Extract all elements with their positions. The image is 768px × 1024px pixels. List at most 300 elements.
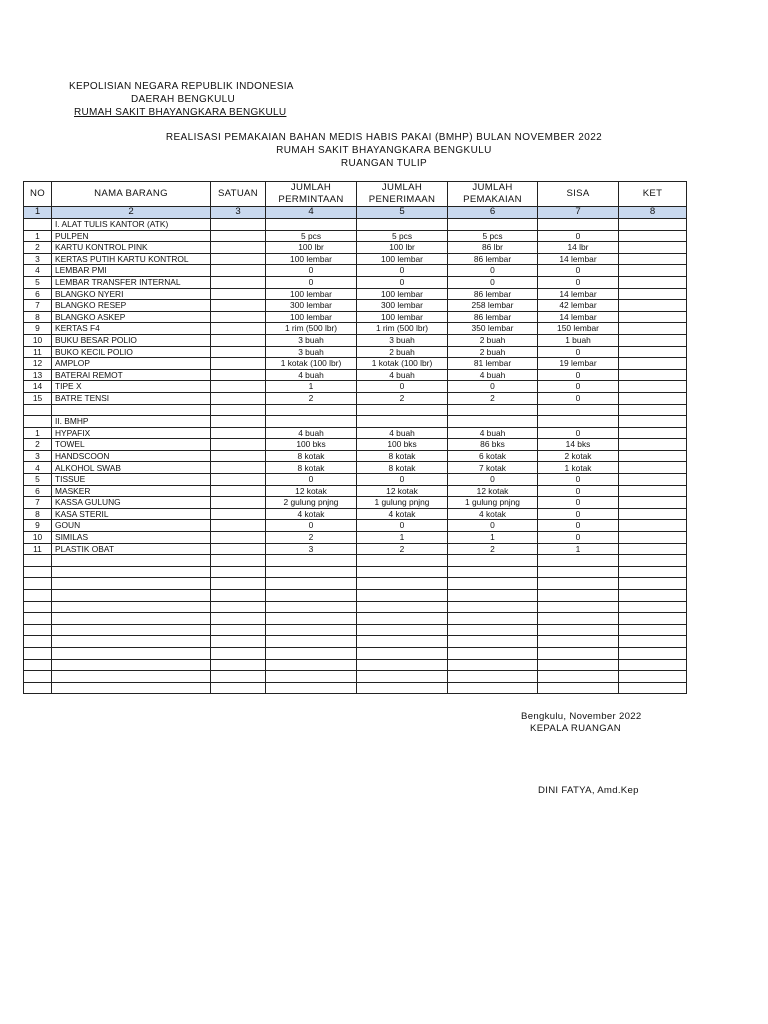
cell-nama-barang: BUKU BESAR POLIO — [52, 334, 211, 346]
cell-jumlah-penerimaan: 2 — [357, 543, 448, 555]
cell-sisa: 1 buah — [538, 334, 619, 346]
col-header-pemakaian — [448, 182, 538, 207]
cell-nama-barang: BATRE TENSI — [52, 392, 211, 404]
col-header-permintaan-line2: PERMINTAAN — [278, 194, 344, 205]
cell-ket — [619, 485, 687, 497]
cell-ket — [619, 276, 687, 288]
cell-sisa: 14 lbr — [538, 242, 619, 254]
column-number: 1 — [24, 207, 52, 219]
org-line-2: DAERAH BENGKULU — [131, 94, 235, 105]
cell-sisa: 19 lembar — [538, 358, 619, 370]
report-title: REALISASI PEMAKAIAN BAHAN MEDIS HABIS PAKAI (BMHP) BULAN NOVEMBER 2022 — [165, 132, 603, 143]
cell-ket — [619, 624, 687, 636]
cell-jumlah-permintaan: 0 — [266, 276, 357, 288]
cell-jumlah-permintaan — [266, 578, 357, 590]
cell-no: 8 — [24, 508, 52, 520]
cell-jumlah-penerimaan: 8 kotak — [357, 462, 448, 474]
table-row — [24, 265, 687, 277]
cell-no: 5 — [24, 474, 52, 486]
cell-satuan — [211, 532, 266, 544]
table-row — [24, 566, 687, 578]
table-body — [24, 219, 687, 694]
cell-ket — [619, 242, 687, 254]
cell-nama-barang: GOUN — [52, 520, 211, 532]
cell-ket — [619, 601, 687, 613]
cell-jumlah-permintaan — [266, 416, 357, 428]
cell-nama-barang — [52, 647, 211, 659]
cell-jumlah-pemakaian: 4 kotak — [448, 508, 538, 520]
cell-jumlah-pemakaian: 0 — [448, 265, 538, 277]
cell-no — [24, 416, 52, 428]
cell-nama-barang: TISSUE — [52, 474, 211, 486]
cell-ket — [619, 497, 687, 509]
cell-ket — [619, 230, 687, 242]
cell-jumlah-penerimaan: 1 kotak (100 lbr) — [357, 358, 448, 370]
cell-jumlah-penerimaan: 100 lembar — [357, 311, 448, 323]
cell-sisa: 0 — [538, 265, 619, 277]
cell-jumlah-penerimaan: 1 rim (500 lbr) — [357, 323, 448, 335]
cell-no — [24, 671, 52, 683]
table-row — [24, 647, 687, 659]
cell-jumlah-pemakaian — [448, 404, 538, 416]
col-header-no: NO — [24, 182, 52, 207]
cell-nama-barang: PLASTIK OBAT — [52, 543, 211, 555]
cell-satuan — [211, 300, 266, 312]
cell-ket — [619, 462, 687, 474]
cell-nama-barang: I. ALAT TULIS KANTOR (ATK) — [52, 219, 211, 231]
cell-nama-barang: TOWEL — [52, 439, 211, 451]
cell-nama-barang: LEMBAR PMI — [52, 265, 211, 277]
cell-nama-barang: HANDSCOON — [52, 450, 211, 462]
table-row — [24, 404, 687, 416]
cell-jumlah-permintaan: 2 gulung pnjng — [266, 497, 357, 509]
table-row — [24, 520, 687, 532]
cell-sisa: 0 — [538, 427, 619, 439]
cell-sisa: 150 lembar — [538, 323, 619, 335]
cell-jumlah-permintaan — [266, 624, 357, 636]
cell-jumlah-penerimaan: 2 — [357, 392, 448, 404]
cell-jumlah-pemakaian: 0 — [448, 474, 538, 486]
cell-jumlah-penerimaan — [357, 601, 448, 613]
cell-jumlah-pemakaian: 81 lembar — [448, 358, 538, 370]
cell-satuan — [211, 265, 266, 277]
cell-ket — [619, 404, 687, 416]
cell-no — [24, 590, 52, 602]
cell-sisa: 0 — [538, 532, 619, 544]
cell-jumlah-permintaan: 3 — [266, 543, 357, 555]
cell-jumlah-permintaan: 100 lembar — [266, 311, 357, 323]
cell-ket — [619, 416, 687, 428]
cell-jumlah-permintaan — [266, 636, 357, 648]
cell-no — [24, 636, 52, 648]
cell-no — [24, 566, 52, 578]
table-row — [24, 253, 687, 265]
cell-ket — [619, 311, 687, 323]
cell-ket — [619, 555, 687, 567]
cell-jumlah-permintaan: 0 — [266, 265, 357, 277]
cell-jumlah-penerimaan — [357, 682, 448, 694]
cell-ket — [619, 450, 687, 462]
signer-name: DINI FATYA, Amd.Kep — [538, 785, 639, 796]
org-line-3: RUMAH SAKIT BHAYANGKARA BENGKULU — [74, 107, 287, 118]
cell-sisa — [538, 636, 619, 648]
cell-nama-barang — [52, 601, 211, 613]
col-header-penerimaan-line1: JUMLAH — [381, 182, 423, 193]
table-row — [24, 323, 687, 335]
cell-jumlah-penerimaan: 100 lbr — [357, 242, 448, 254]
cell-jumlah-permintaan — [266, 682, 357, 694]
cell-nama-barang — [52, 590, 211, 602]
cell-jumlah-pemakaian — [448, 555, 538, 567]
cell-nama-barang: AMPLOP — [52, 358, 211, 370]
cell-ket — [619, 358, 687, 370]
cell-jumlah-penerimaan — [357, 613, 448, 625]
report-subtitle-hospital: RUMAH SAKIT BHAYANGKARA BENGKULU — [276, 145, 492, 156]
cell-no: 1 — [24, 230, 52, 242]
cell-jumlah-pemakaian — [448, 647, 538, 659]
cell-sisa: 0 — [538, 485, 619, 497]
cell-jumlah-pemakaian — [448, 601, 538, 613]
cell-ket — [619, 520, 687, 532]
cell-no — [24, 659, 52, 671]
cell-ket — [619, 265, 687, 277]
cell-jumlah-pemakaian — [448, 578, 538, 590]
table-row — [24, 601, 687, 613]
cell-ket — [619, 288, 687, 300]
cell-satuan — [211, 311, 266, 323]
cell-sisa: 0 — [538, 381, 619, 393]
col-header-penerimaan-line2: PENERIMAAN — [368, 194, 436, 205]
cell-satuan — [211, 381, 266, 393]
cell-no: 7 — [24, 300, 52, 312]
table-row — [24, 381, 687, 393]
cell-jumlah-permintaan: 100 lbr — [266, 242, 357, 254]
cell-jumlah-pemakaian — [448, 219, 538, 231]
cell-jumlah-permintaan: 3 buah — [266, 346, 357, 358]
cell-sisa — [538, 404, 619, 416]
cell-ket — [619, 439, 687, 451]
col-header-pemakaian-line1: JUMLAH — [472, 182, 513, 193]
cell-jumlah-penerimaan: 100 lembar — [357, 253, 448, 265]
cell-nama-barang — [52, 659, 211, 671]
cell-sisa: 0 — [538, 508, 619, 520]
cell-satuan — [211, 601, 266, 613]
cell-jumlah-permintaan: 100 lembar — [266, 253, 357, 265]
cell-satuan — [211, 462, 266, 474]
cell-nama-barang: BLANGKO NYERI — [52, 288, 211, 300]
table-row — [24, 300, 687, 312]
cell-ket — [619, 647, 687, 659]
table-row — [24, 462, 687, 474]
col-header-penerimaan — [357, 182, 448, 207]
cell-nama-barang: BATERAI REMOT — [52, 369, 211, 381]
cell-no: 12 — [24, 358, 52, 370]
cell-jumlah-penerimaan: 3 buah — [357, 334, 448, 346]
cell-no — [24, 624, 52, 636]
table-row — [24, 230, 687, 242]
cell-satuan — [211, 555, 266, 567]
table-header-row — [24, 182, 687, 207]
cell-satuan — [211, 520, 266, 532]
cell-sisa — [538, 671, 619, 683]
cell-satuan — [211, 497, 266, 509]
position-title: KEPALA RUANGAN — [530, 723, 621, 734]
cell-ket — [619, 474, 687, 486]
cell-satuan — [211, 682, 266, 694]
cell-jumlah-pemakaian: 258 lembar — [448, 300, 538, 312]
cell-nama-barang — [52, 682, 211, 694]
cell-jumlah-penerimaan — [357, 555, 448, 567]
table-row — [24, 427, 687, 439]
table-row — [24, 474, 687, 486]
col-header-satuan: SATUAN — [211, 182, 266, 207]
cell-jumlah-penerimaan — [357, 416, 448, 428]
cell-jumlah-permintaan: 4 buah — [266, 369, 357, 381]
cell-jumlah-permintaan: 8 kotak — [266, 462, 357, 474]
cell-satuan — [211, 253, 266, 265]
table-row — [24, 682, 687, 694]
cell-nama-barang: II. BMHP — [52, 416, 211, 428]
cell-jumlah-permintaan: 0 — [266, 474, 357, 486]
cell-jumlah-permintaan: 1 rim (500 lbr) — [266, 323, 357, 335]
cell-ket — [619, 334, 687, 346]
table-row — [24, 242, 687, 254]
cell-jumlah-permintaan — [266, 555, 357, 567]
cell-jumlah-pemakaian — [448, 566, 538, 578]
table-row — [24, 416, 687, 428]
cell-ket — [619, 532, 687, 544]
cell-jumlah-permintaan: 1 kotak (100 lbr) — [266, 358, 357, 370]
column-number: 6 — [448, 207, 538, 219]
cell-jumlah-pemakaian: 12 kotak — [448, 485, 538, 497]
cell-jumlah-penerimaan: 12 kotak — [357, 485, 448, 497]
cell-satuan — [211, 416, 266, 428]
cell-jumlah-pemakaian — [448, 671, 538, 683]
cell-nama-barang — [52, 566, 211, 578]
column-number: 3 — [211, 207, 266, 219]
table-row — [24, 439, 687, 451]
cell-no — [24, 578, 52, 590]
cell-nama-barang: KASA STERIL — [52, 508, 211, 520]
cell-jumlah-penerimaan — [357, 590, 448, 602]
table-row — [24, 369, 687, 381]
cell-satuan — [211, 671, 266, 683]
cell-jumlah-penerimaan: 0 — [357, 474, 448, 486]
cell-jumlah-pemakaian: 1 gulung pnjng — [448, 497, 538, 509]
cell-satuan — [211, 288, 266, 300]
cell-satuan — [211, 659, 266, 671]
cell-jumlah-pemakaian — [448, 590, 538, 602]
cell-ket — [619, 659, 687, 671]
cell-no — [24, 682, 52, 694]
cell-ket — [619, 392, 687, 404]
column-number-row — [24, 207, 687, 219]
table-row — [24, 485, 687, 497]
cell-jumlah-pemakaian: 0 — [448, 276, 538, 288]
cell-sisa — [538, 659, 619, 671]
cell-sisa — [538, 578, 619, 590]
table-row — [24, 543, 687, 555]
table-row — [24, 532, 687, 544]
cell-no: 2 — [24, 242, 52, 254]
cell-no: 10 — [24, 334, 52, 346]
cell-jumlah-permintaan — [266, 219, 357, 231]
table-row — [24, 358, 687, 370]
cell-sisa: 42 lembar — [538, 300, 619, 312]
cell-jumlah-penerimaan: 4 buah — [357, 427, 448, 439]
cell-nama-barang — [52, 404, 211, 416]
table-row — [24, 590, 687, 602]
table-row — [24, 671, 687, 683]
table-row — [24, 555, 687, 567]
cell-jumlah-permintaan — [266, 590, 357, 602]
cell-jumlah-penerimaan: 1 gulung pnjng — [357, 497, 448, 509]
cell-sisa: 14 lembar — [538, 288, 619, 300]
cell-sisa: 0 — [538, 276, 619, 288]
cell-ket — [619, 508, 687, 520]
cell-no: 11 — [24, 543, 52, 555]
cell-sisa — [538, 601, 619, 613]
cell-satuan — [211, 334, 266, 346]
cell-jumlah-pemakaian: 0 — [448, 381, 538, 393]
cell-jumlah-pemakaian — [448, 636, 538, 648]
cell-jumlah-permintaan — [266, 659, 357, 671]
cell-ket — [619, 578, 687, 590]
cell-jumlah-penerimaan — [357, 636, 448, 648]
cell-jumlah-penerimaan: 8 kotak — [357, 450, 448, 462]
table-row — [24, 219, 687, 231]
col-header-nama: NAMA BARANG — [52, 182, 211, 207]
cell-satuan — [211, 392, 266, 404]
table-row — [24, 450, 687, 462]
cell-nama-barang: MASKER — [52, 485, 211, 497]
cell-sisa — [538, 590, 619, 602]
cell-sisa — [538, 647, 619, 659]
cell-sisa: 14 bks — [538, 439, 619, 451]
column-number: 5 — [357, 207, 448, 219]
cell-sisa: 0 — [538, 497, 619, 509]
table-row — [24, 624, 687, 636]
cell-nama-barang: KARTU KONTROL PINK — [52, 242, 211, 254]
table-row — [24, 636, 687, 648]
cell-jumlah-penerimaan: 2 buah — [357, 346, 448, 358]
col-header-pemakaian-line2: PEMAKAIAN — [463, 194, 522, 205]
cell-jumlah-permintaan: 4 kotak — [266, 508, 357, 520]
cell-jumlah-penerimaan — [357, 659, 448, 671]
cell-jumlah-pemakaian: 86 lembar — [448, 311, 538, 323]
cell-satuan — [211, 369, 266, 381]
cell-jumlah-permintaan: 1 — [266, 381, 357, 393]
cell-satuan — [211, 358, 266, 370]
cell-jumlah-pemakaian — [448, 659, 538, 671]
cell-jumlah-penerimaan — [357, 671, 448, 683]
cell-jumlah-pemakaian: 4 buah — [448, 369, 538, 381]
cell-nama-barang: KASSA GULUNG — [52, 497, 211, 509]
cell-ket — [619, 219, 687, 231]
cell-jumlah-pemakaian: 86 lembar — [448, 288, 538, 300]
cell-jumlah-permintaan — [266, 613, 357, 625]
cell-satuan — [211, 543, 266, 555]
cell-ket — [619, 323, 687, 335]
cell-satuan — [211, 346, 266, 358]
cell-no: 7 — [24, 497, 52, 509]
cell-satuan — [211, 613, 266, 625]
cell-no: 6 — [24, 485, 52, 497]
cell-no: 4 — [24, 265, 52, 277]
cell-jumlah-pemakaian — [448, 613, 538, 625]
cell-satuan — [211, 427, 266, 439]
cell-no — [24, 601, 52, 613]
cell-nama-barang: BLANGKO RESEP — [52, 300, 211, 312]
table-row — [24, 659, 687, 671]
place-date: Bengkulu, November 2022 — [521, 711, 642, 722]
cell-no: 11 — [24, 346, 52, 358]
table-row — [24, 276, 687, 288]
cell-jumlah-penerimaan: 0 — [357, 265, 448, 277]
cell-jumlah-penerimaan: 0 — [357, 520, 448, 532]
cell-satuan — [211, 578, 266, 590]
cell-jumlah-penerimaan: 0 — [357, 276, 448, 288]
table-row — [24, 346, 687, 358]
cell-sisa: 0 — [538, 474, 619, 486]
cell-jumlah-pemakaian: 350 lembar — [448, 323, 538, 335]
cell-jumlah-pemakaian — [448, 416, 538, 428]
cell-sisa: 0 — [538, 369, 619, 381]
cell-satuan — [211, 230, 266, 242]
cell-jumlah-permintaan: 8 kotak — [266, 450, 357, 462]
cell-jumlah-penerimaan: 100 bks — [357, 439, 448, 451]
cell-no: 2 — [24, 439, 52, 451]
cell-nama-barang: TIPE X — [52, 381, 211, 393]
cell-satuan — [211, 404, 266, 416]
cell-jumlah-penerimaan — [357, 647, 448, 659]
cell-nama-barang: ALKOHOL SWAB — [52, 462, 211, 474]
cell-sisa — [538, 566, 619, 578]
cell-ket — [619, 346, 687, 358]
cell-no: 8 — [24, 311, 52, 323]
cell-jumlah-pemakaian: 2 — [448, 543, 538, 555]
cell-ket — [619, 369, 687, 381]
cell-no: 1 — [24, 427, 52, 439]
cell-jumlah-pemakaian: 86 bks — [448, 439, 538, 451]
cell-nama-barang: HYPAFIX — [52, 427, 211, 439]
table-row — [24, 613, 687, 625]
cell-jumlah-pemakaian: 5 pcs — [448, 230, 538, 242]
cell-jumlah-permintaan: 100 lembar — [266, 288, 357, 300]
cell-nama-barang: PULPEN — [52, 230, 211, 242]
cell-satuan — [211, 474, 266, 486]
cell-ket — [619, 566, 687, 578]
cell-sisa — [538, 682, 619, 694]
cell-jumlah-penerimaan: 0 — [357, 381, 448, 393]
cell-sisa: 1 — [538, 543, 619, 555]
org-line-1: KEPOLISIAN NEGARA REPUBLIK INDONESIA — [69, 81, 294, 92]
cell-jumlah-penerimaan — [357, 566, 448, 578]
col-header-permintaan — [266, 182, 357, 207]
cell-no — [24, 613, 52, 625]
cell-jumlah-permintaan: 3 buah — [266, 334, 357, 346]
cell-sisa: 14 lembar — [538, 311, 619, 323]
cell-jumlah-permintaan: 5 pcs — [266, 230, 357, 242]
cell-ket — [619, 590, 687, 602]
cell-no — [24, 647, 52, 659]
cell-jumlah-penerimaan: 300 lembar — [357, 300, 448, 312]
cell-ket — [619, 682, 687, 694]
cell-jumlah-permintaan: 0 — [266, 520, 357, 532]
cell-jumlah-penerimaan — [357, 219, 448, 231]
table-row — [24, 334, 687, 346]
table-row — [24, 497, 687, 509]
